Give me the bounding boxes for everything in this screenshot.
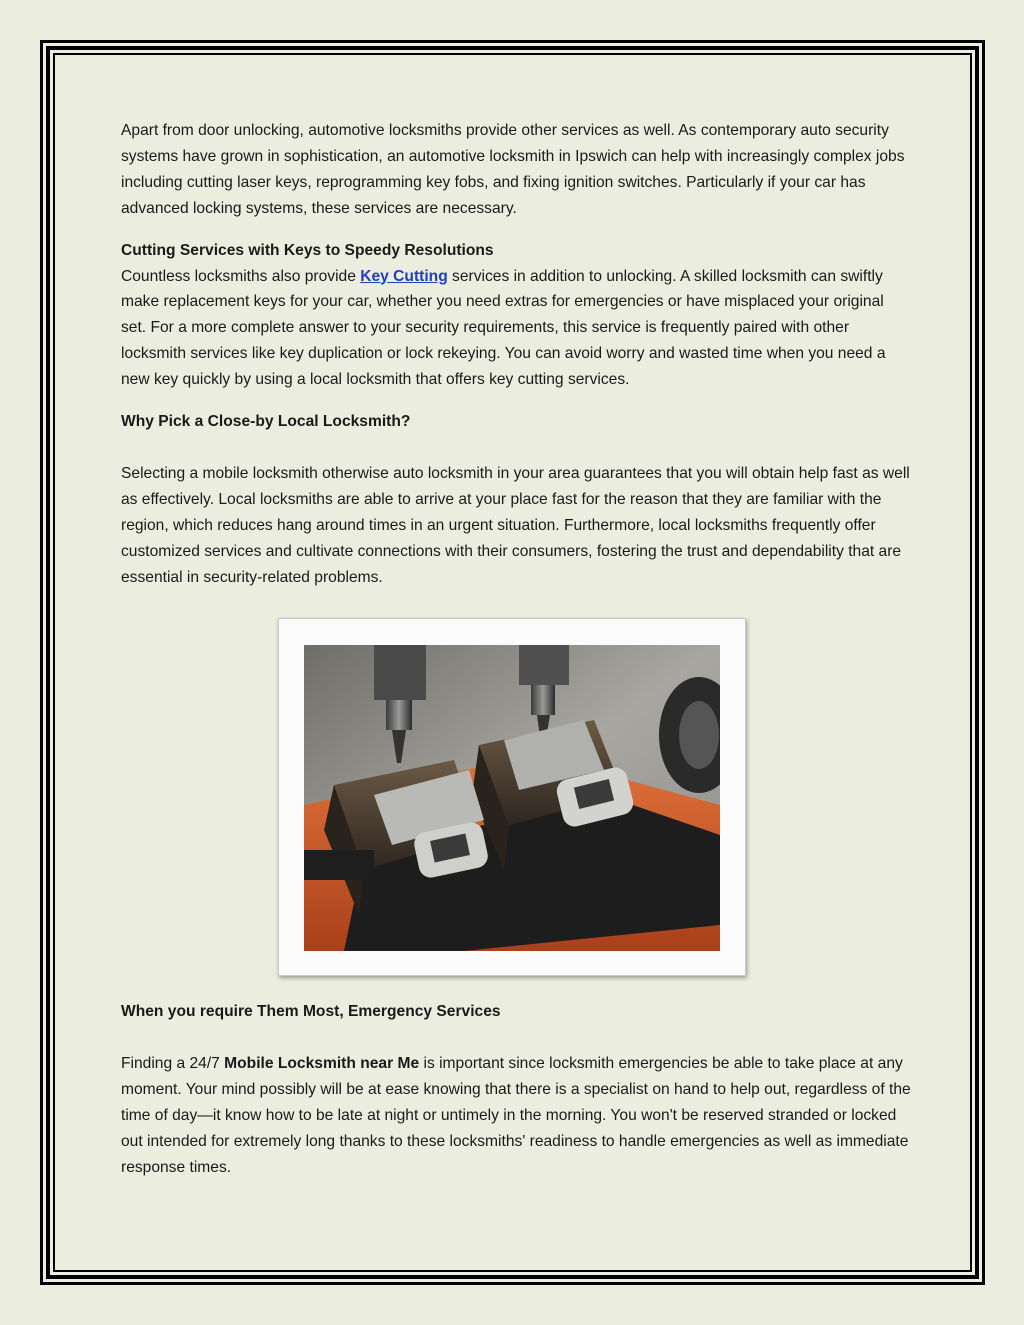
- local-locksmith-paragraph: Selecting a mobile locksmith otherwise auto locksmith in your area guarantees that you will obtain help fast as well as effectively. Local locksmiths are able to arrive at your place fast for the reason that they are familiar with the region, which reduces hang around times in an urgent situation. Furthermore, local locksmiths frequently offer customized services and cultivate connections with their consumers, fostering the trust and dependability that are essential in security-related problems.: [121, 464, 910, 586]
- cutting-text-end: services in addition to unlocking. A skilled locksmith can swiftly make replacement keys for your car, whether you need extras for emergencies or have misplaced your original set. For a more complete answer to your security requirements, this service is frequently paired with other locksmith services like key duplication or lock rekeying. You can avoid worry and wasted time when you need a new key quickly by using a local locksmith that offers key cutting services.: [121, 267, 886, 389]
- emergency-section: [121, 999, 911, 1180]
- key-cutting-machine-photo: [304, 645, 720, 951]
- emergency-heading: When you require Them Most, Emergency Services: [121, 1003, 501, 1020]
- cutting-services-paragraph: [121, 264, 911, 394]
- local-locksmith-heading: Why Pick a Close-by Local Locksmith?: [121, 413, 411, 431]
- key-cutting-machine-figure: [278, 618, 746, 976]
- intro-paragraph: Apart from door unlocking, automotive locksmiths provide other services as well. As contemporary auto security systems have grown in sophistication, an automotive locksmith in Ipswich can help with increasingly complex jobs including cutting laser keys, reprogramming key fobs, and fixing ignition switches. Particularly if your car has advanced locking systems, these services are necessary.: [121, 122, 905, 217]
- mobile-locksmith-bold: Mobile Locksmith near Me: [224, 1054, 420, 1072]
- cutting-text-start: Countless locksmiths also provide: [121, 267, 361, 285]
- emergency-text-end: is important since locksmith emergencies be able to take place at any moment. Your mind possibly will be at ease knowing that there is a specialist on hand to help out, regardless of the time of day—it know how to be late at night or untimely in the morning. You won't be reserved stranded or locked out intended for extremely long thanks to these locksmiths' readiness to handle emergencies as well as immediate response times.: [121, 1054, 911, 1176]
- cutting-services-heading: Cutting Services with Keys to Speedy Resolutions: [121, 241, 494, 259]
- emergency-text-start: Finding a 24/7: [121, 1054, 225, 1072]
- emergency-paragraph: [121, 1051, 911, 1181]
- key-cutting-link[interactable]: Key Cutting: [360, 267, 448, 285]
- document-body: [121, 118, 911, 591]
